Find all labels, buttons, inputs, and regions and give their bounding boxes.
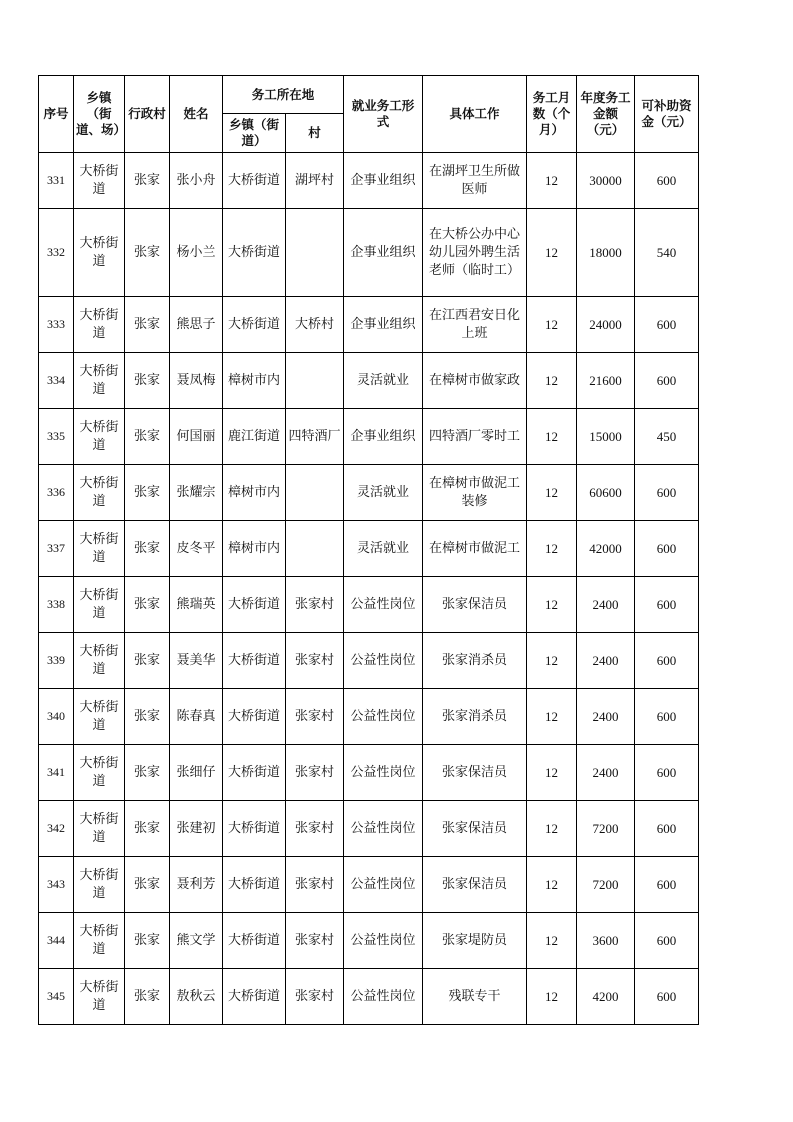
cell-seq: 331 (39, 153, 74, 209)
cell-job: 在大桥公办中心幼儿园外聘生活老师（临时工） (423, 209, 527, 297)
cell-subsidy: 600 (635, 689, 699, 745)
cell-location-town: 大桥街道 (223, 913, 286, 969)
cell-months: 12 (527, 153, 577, 209)
cell-location-village: 湖坪村 (286, 153, 344, 209)
cell-subsidy: 450 (635, 409, 699, 465)
header-name: 姓名 (170, 76, 223, 153)
cell-months: 12 (527, 353, 577, 409)
cell-months: 12 (527, 409, 577, 465)
cell-name: 熊文学 (170, 913, 223, 969)
cell-location-village (286, 209, 344, 297)
cell-location-town: 樟树市内 (223, 521, 286, 577)
cell-location-town: 大桥街道 (223, 745, 286, 801)
cell-town: 大桥街道 (74, 969, 125, 1025)
table-row (39, 577, 699, 633)
table-row (39, 521, 699, 577)
cell-subsidy: 600 (635, 801, 699, 857)
cell-job: 在湖坪卫生所做医师 (423, 153, 527, 209)
cell-location-village: 张家村 (286, 913, 344, 969)
table-row (39, 801, 699, 857)
cell-job: 张家保洁员 (423, 857, 527, 913)
cell-village: 张家 (125, 153, 170, 209)
cell-town: 大桥街道 (74, 633, 125, 689)
cell-employment-form: 公益性岗位 (344, 689, 423, 745)
header-annual-amount: 年度务工金额（元） (577, 76, 635, 153)
cell-name: 熊思子 (170, 297, 223, 353)
cell-months: 12 (527, 577, 577, 633)
cell-seq: 341 (39, 745, 74, 801)
cell-seq: 333 (39, 297, 74, 353)
cell-village: 张家 (125, 745, 170, 801)
cell-name: 张细仔 (170, 745, 223, 801)
cell-location-town: 樟树市内 (223, 465, 286, 521)
cell-job: 张家消杀员 (423, 633, 527, 689)
cell-location-village: 大桥村 (286, 297, 344, 353)
cell-months: 12 (527, 633, 577, 689)
cell-location-town: 樟树市内 (223, 353, 286, 409)
cell-village: 张家 (125, 409, 170, 465)
cell-town: 大桥街道 (74, 521, 125, 577)
table-row (39, 633, 699, 689)
cell-village: 张家 (125, 465, 170, 521)
header-location-town: 乡镇（街道） (223, 114, 286, 153)
cell-village: 张家 (125, 521, 170, 577)
table-row (39, 689, 699, 745)
cell-annual-amount: 2400 (577, 633, 635, 689)
cell-seq: 335 (39, 409, 74, 465)
cell-employment-form: 企事业组织 (344, 209, 423, 297)
cell-job: 张家保洁员 (423, 577, 527, 633)
cell-location-village: 张家村 (286, 689, 344, 745)
cell-location-village: 张家村 (286, 857, 344, 913)
table-row (39, 353, 699, 409)
cell-annual-amount: 2400 (577, 689, 635, 745)
cell-employment-form: 公益性岗位 (344, 801, 423, 857)
cell-months: 12 (527, 801, 577, 857)
cell-annual-amount: 15000 (577, 409, 635, 465)
cell-employment-form: 企事业组织 (344, 153, 423, 209)
cell-job: 在樟树市做泥工 (423, 521, 527, 577)
cell-job: 在江西君安日化上班 (423, 297, 527, 353)
table-body (39, 153, 699, 1025)
cell-annual-amount: 7200 (577, 801, 635, 857)
table-row (39, 913, 699, 969)
cell-location-village (286, 465, 344, 521)
cell-seq: 334 (39, 353, 74, 409)
cell-location-village (286, 353, 344, 409)
cell-annual-amount: 42000 (577, 521, 635, 577)
table-row (39, 745, 699, 801)
cell-name: 杨小兰 (170, 209, 223, 297)
cell-location-village: 张家村 (286, 801, 344, 857)
cell-months: 12 (527, 209, 577, 297)
cell-subsidy: 600 (635, 913, 699, 969)
cell-annual-amount: 2400 (577, 577, 635, 633)
cell-village: 张家 (125, 689, 170, 745)
cell-location-town: 大桥街道 (223, 857, 286, 913)
cell-subsidy: 600 (635, 465, 699, 521)
cell-employment-form: 企事业组织 (344, 297, 423, 353)
cell-name: 张耀宗 (170, 465, 223, 521)
cell-annual-amount: 4200 (577, 969, 635, 1025)
cell-employment-form: 公益性岗位 (344, 633, 423, 689)
cell-seq: 343 (39, 857, 74, 913)
cell-subsidy: 600 (635, 521, 699, 577)
cell-employment-form: 公益性岗位 (344, 969, 423, 1025)
header-subsidy: 可补助资金（元） (635, 76, 699, 153)
cell-seq: 340 (39, 689, 74, 745)
table-row (39, 153, 699, 209)
cell-town: 大桥街道 (74, 913, 125, 969)
table-row (39, 857, 699, 913)
cell-location-town: 大桥街道 (223, 969, 286, 1025)
cell-name: 张建初 (170, 801, 223, 857)
cell-village: 张家 (125, 857, 170, 913)
cell-months: 12 (527, 857, 577, 913)
cell-annual-amount: 2400 (577, 745, 635, 801)
cell-seq: 339 (39, 633, 74, 689)
header-seq: 序号 (39, 76, 74, 153)
cell-months: 12 (527, 745, 577, 801)
cell-job: 张家消杀员 (423, 689, 527, 745)
cell-town: 大桥街道 (74, 465, 125, 521)
table-row (39, 465, 699, 521)
cell-location-village: 张家村 (286, 969, 344, 1025)
cell-location-town: 大桥街道 (223, 209, 286, 297)
cell-employment-form: 公益性岗位 (344, 577, 423, 633)
cell-location-town: 大桥街道 (223, 689, 286, 745)
cell-location-town: 大桥街道 (223, 577, 286, 633)
cell-subsidy: 600 (635, 577, 699, 633)
cell-location-town: 鹿江街道 (223, 409, 286, 465)
cell-job: 张家堤防员 (423, 913, 527, 969)
cell-village: 张家 (125, 297, 170, 353)
cell-location-village: 张家村 (286, 745, 344, 801)
cell-annual-amount: 60600 (577, 465, 635, 521)
cell-location-town: 大桥街道 (223, 297, 286, 353)
cell-employment-form: 公益性岗位 (344, 745, 423, 801)
cell-town: 大桥街道 (74, 209, 125, 297)
cell-subsidy: 600 (635, 153, 699, 209)
cell-name: 熊瑞英 (170, 577, 223, 633)
cell-months: 12 (527, 465, 577, 521)
cell-village: 张家 (125, 913, 170, 969)
cell-village: 张家 (125, 209, 170, 297)
cell-job: 在樟树市做家政 (423, 353, 527, 409)
cell-annual-amount: 3600 (577, 913, 635, 969)
cell-village: 张家 (125, 353, 170, 409)
cell-subsidy: 600 (635, 297, 699, 353)
header-job: 具体工作 (423, 76, 527, 153)
cell-annual-amount: 7200 (577, 857, 635, 913)
header-town: 乡镇（街道、场） (74, 76, 125, 153)
cell-location-town: 大桥街道 (223, 633, 286, 689)
cell-subsidy: 600 (635, 353, 699, 409)
cell-name: 聂美华 (170, 633, 223, 689)
cell-job: 在樟树市做泥工装修 (423, 465, 527, 521)
employment-subsidy-table (38, 75, 699, 1025)
header-village: 行政村 (125, 76, 170, 153)
cell-months: 12 (527, 521, 577, 577)
cell-employment-form: 公益性岗位 (344, 913, 423, 969)
cell-seq: 344 (39, 913, 74, 969)
cell-name: 张小舟 (170, 153, 223, 209)
cell-location-town: 大桥街道 (223, 153, 286, 209)
cell-job: 张家保洁员 (423, 745, 527, 801)
cell-town: 大桥街道 (74, 297, 125, 353)
cell-town: 大桥街道 (74, 409, 125, 465)
cell-employment-form: 灵活就业 (344, 521, 423, 577)
cell-town: 大桥街道 (74, 353, 125, 409)
cell-location-town: 大桥街道 (223, 801, 286, 857)
cell-employment-form: 灵活就业 (344, 353, 423, 409)
cell-subsidy: 600 (635, 857, 699, 913)
cell-seq: 338 (39, 577, 74, 633)
cell-employment-form: 灵活就业 (344, 465, 423, 521)
cell-seq: 332 (39, 209, 74, 297)
cell-location-village: 张家村 (286, 633, 344, 689)
cell-town: 大桥街道 (74, 577, 125, 633)
cell-seq: 336 (39, 465, 74, 521)
cell-employment-form: 企事业组织 (344, 409, 423, 465)
header-employment-form: 就业务工形式 (344, 76, 423, 153)
cell-name: 何国丽 (170, 409, 223, 465)
cell-annual-amount: 21600 (577, 353, 635, 409)
cell-months: 12 (527, 913, 577, 969)
cell-name: 聂利芳 (170, 857, 223, 913)
cell-town: 大桥街道 (74, 857, 125, 913)
cell-name: 敖秋云 (170, 969, 223, 1025)
cell-seq: 342 (39, 801, 74, 857)
cell-village: 张家 (125, 969, 170, 1025)
cell-annual-amount: 18000 (577, 209, 635, 297)
cell-annual-amount: 24000 (577, 297, 635, 353)
cell-location-village (286, 521, 344, 577)
cell-town: 大桥街道 (74, 801, 125, 857)
cell-location-village: 四特酒厂 (286, 409, 344, 465)
cell-village: 张家 (125, 577, 170, 633)
cell-months: 12 (527, 969, 577, 1025)
cell-months: 12 (527, 297, 577, 353)
cell-town: 大桥街道 (74, 689, 125, 745)
header-months: 务工月数（个月） (527, 76, 577, 153)
cell-annual-amount: 30000 (577, 153, 635, 209)
header-work-location: 务工所在地 (223, 76, 344, 114)
cell-town: 大桥街道 (74, 153, 125, 209)
cell-seq: 337 (39, 521, 74, 577)
cell-months: 12 (527, 689, 577, 745)
cell-seq: 345 (39, 969, 74, 1025)
cell-town: 大桥街道 (74, 745, 125, 801)
cell-subsidy: 600 (635, 633, 699, 689)
cell-village: 张家 (125, 801, 170, 857)
table-row (39, 969, 699, 1025)
table-row (39, 209, 699, 297)
cell-name: 陈春真 (170, 689, 223, 745)
cell-job: 四特酒厂零时工 (423, 409, 527, 465)
cell-location-village: 张家村 (286, 577, 344, 633)
cell-subsidy: 540 (635, 209, 699, 297)
table-row (39, 409, 699, 465)
cell-name: 皮冬平 (170, 521, 223, 577)
cell-subsidy: 600 (635, 745, 699, 801)
cell-subsidy: 600 (635, 969, 699, 1025)
cell-employment-form: 公益性岗位 (344, 857, 423, 913)
header-location-village: 村 (286, 114, 344, 153)
table-row (39, 297, 699, 353)
cell-name: 聂凤梅 (170, 353, 223, 409)
cell-job: 张家保洁员 (423, 801, 527, 857)
cell-village: 张家 (125, 633, 170, 689)
cell-job: 残联专干 (423, 969, 527, 1025)
